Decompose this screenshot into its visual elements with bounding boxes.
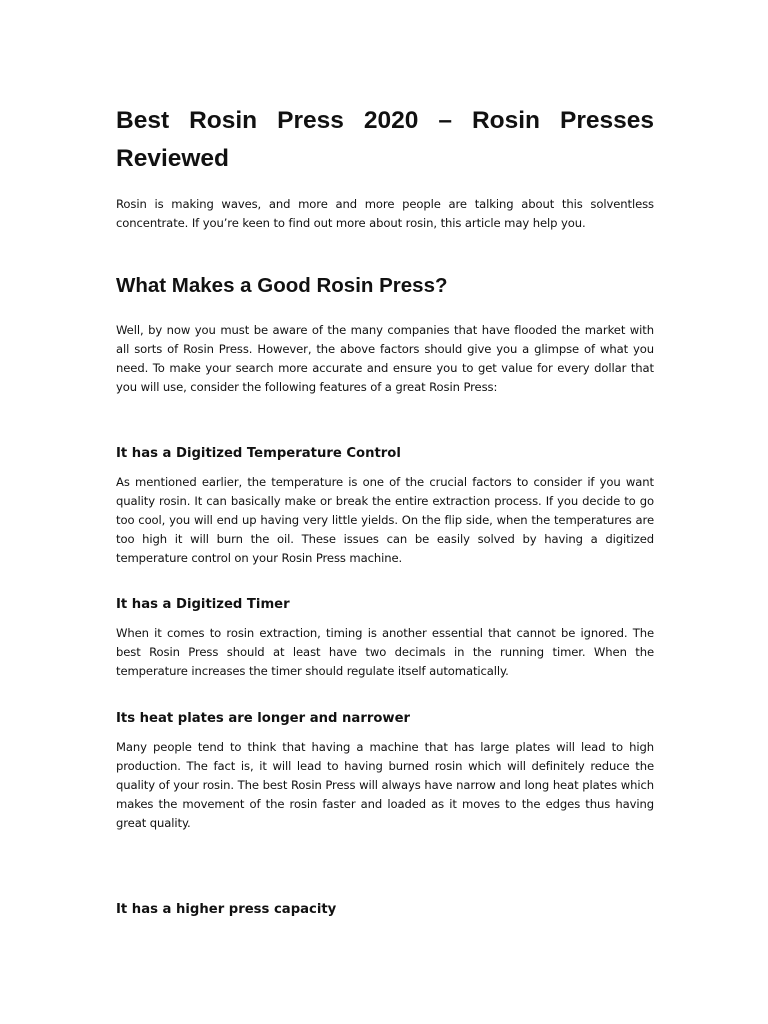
feature-heading-heat-plates: Its heat plates are longer and narrower xyxy=(116,711,411,726)
article-title: Best Rosin Press 2020 – Rosin Presses Reviewed xyxy=(116,107,654,172)
feature-heading-timer: It has a Digitized Timer xyxy=(116,597,290,612)
feature-body-heat-plates: Many people tend to think that having a machine that has large plates will lead to high production. The fact is, it will lead to having burned rosin which will definitely reduce the quality of your rosin. The best Rosin Press will always have narrow and long heat plates which makes the movement of the rosin faster and loaded as it moves to the edges thus having great quality. xyxy=(116,740,654,830)
section-intro-paragraph: Well, by now you must be aware of the many companies that have flooded the market with all sorts of Rosin Press. However, the above factors should give you a glimpse of what you need. To make your search more accurate and ensure you to get value for every dollar that you will use, consider the following features of a great Rosin Press: xyxy=(116,323,654,394)
feature-body-temperature: As mentioned earlier, the temperature is one of the crucial factors to consider if you want quality rosin. It can basically make or break the entire extraction process. If you decide to go too cool, you will end up having very little yields. On the flip side, when the temperatures are too high it will burn the oil. These issues can be easily solved by having a digitized temperature control on your Rosin Press machine. xyxy=(116,475,654,565)
feature-heading-press-capacity: It has a higher press capacity xyxy=(116,902,337,917)
feature-body-timer: When it comes to rosin extraction, timing is another essential that cannot be ignored. The best Rosin Press should at least have two decimals in the running timer. When the temperature increases the timer should regulate itself automatically. xyxy=(116,626,654,678)
section-heading: What Makes a Good Rosin Press? xyxy=(116,274,448,297)
article-intro: Rosin is making waves, and more and more people are talking about this solventless concentrate. If you’re keen to find out more about rosin, this article may help you. xyxy=(116,197,654,230)
feature-heading-temperature: It has a Digitized Temperature Control xyxy=(116,446,401,461)
